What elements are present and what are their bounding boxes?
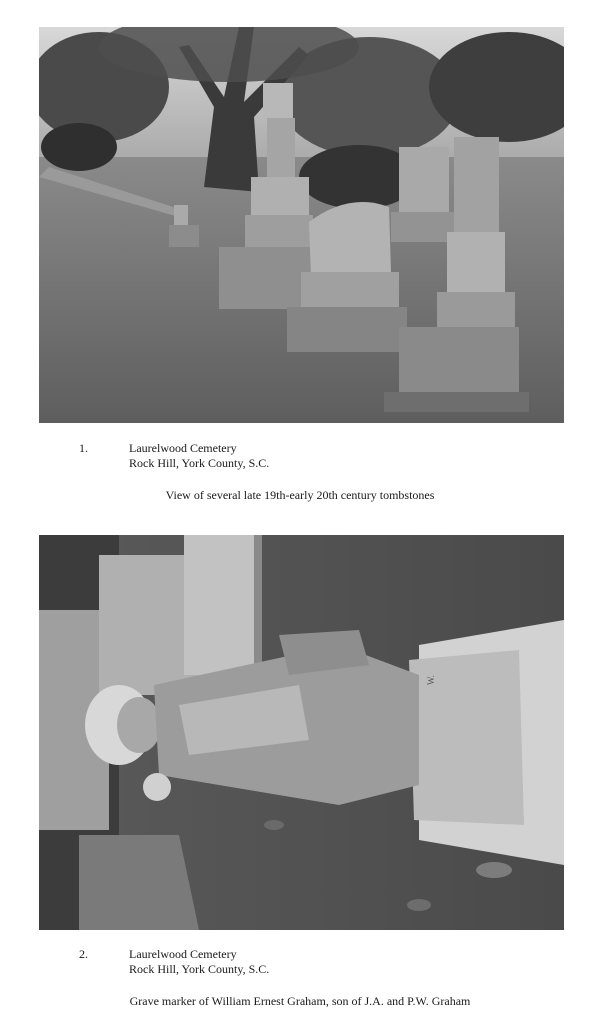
grave-marker-photo <box>39 535 564 930</box>
figure-1-number: 1. <box>79 441 88 455</box>
figure-2-location-line1: Laurelwood Cemetery <box>129 947 237 961</box>
svg-text:W.: W. <box>426 675 436 685</box>
figure-2-location-line2: Rock Hill, York County, S.C. <box>129 962 270 976</box>
figure-2-description: Grave marker of William Ernest Graham, son of J.A. and P.W. Graham <box>129 994 471 1008</box>
figure-1-location-line2: Rock Hill, York County, S.C. <box>129 456 270 470</box>
cemetery-tombstones-photo <box>39 27 564 423</box>
figure-1-location-line1: Laurelwood Cemetery <box>129 441 237 455</box>
figure-1-description: View of several late 19th-early 20th century tombstones <box>165 488 435 502</box>
figure-2-number: 2. <box>79 947 88 961</box>
